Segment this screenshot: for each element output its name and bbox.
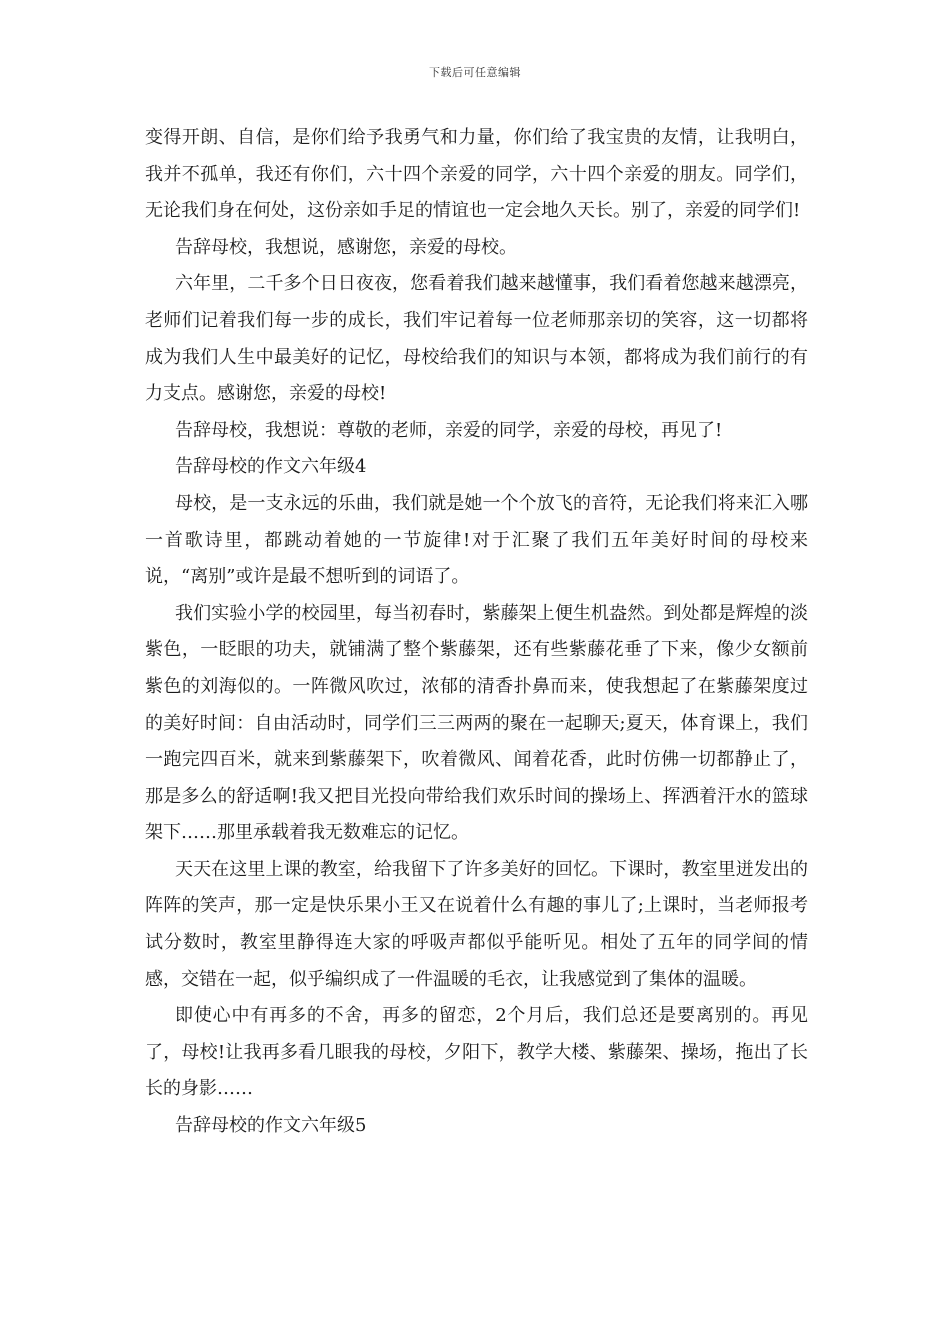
paragraph-4: 告辞母校，我想说：尊敬的老师，亲爱的同学，亲爱的母校，再见了! bbox=[175, 419, 723, 441]
section-heading-4: 告辞母校的作文六年级4 bbox=[175, 456, 367, 478]
paragraph-8: 天天在这里上课的教室，给我留下了许多美好的回忆。下课时，教室里迸发出的阵阵的笑声，那一定是快乐果小王又在说着什么有趣的事儿了;上课时，当老师报考试分数时，教室里静得连大家的呼吸声都似乎能听见。相处了五年的同学间的情感，交错在一起，似乎编织成了一件温暖的毛衣，让我感觉到了集体的温暖。 bbox=[145, 858, 808, 990]
paragraph-7: 我们实验小学的校园里，每当初春时，紫藤架上便生机盎然。到处都是辉煌的淡紫色，一眨眼的功夫，就铺满了整个紫藤架，还有些紫藤花垂了下来，像少女额前紫色的刘海似的。一阵微风吹过，浓郁的清香扑鼻而来，使我想起了在紫藤架度过的美好时间：自由活动时，同学们三三两两的聚在一起聊天;夏天，体育课上，我们一跑完四百米，就来到紫藤架下，吹着微风、闻着花香，此时仿佛一切都静止了，那是多么的舒适啊!我又把目光投向带给我们欢乐时间的操场上、挥洒着汗水的篮球架下……那里承载着我无数难忘的记忆。 bbox=[145, 602, 808, 844]
paragraph-6: 母校，是一支永远的乐曲，我们就是她一个个放飞的音符，无论我们将来汇入哪一首歌诗里，都跳动着她的一节旋律!对于汇聚了我们五年美好时间的母校来说，“离别”或许是最不想听到的词语了。 bbox=[145, 492, 808, 588]
paragraph-2: 告辞母校，我想说，感谢您，亲爱的母校。 bbox=[175, 236, 517, 258]
document-body bbox=[145, 120, 808, 1145]
section-heading-5: 告辞母校的作文六年级5 bbox=[175, 1115, 367, 1137]
paragraph-1: 变得开朗、自信，是你们给予我勇气和力量，你们给了我宝贵的友情，让我明白，我并不孤单，我还有你们，六十四个亲爱的同学，六十四个亲爱的朋友。同学们，无论我们身在何处，这份亲如手足的情谊也一定会地久天长。别了，亲爱的同学们! bbox=[145, 127, 808, 222]
page-header: 下载后可任意编辑 bbox=[429, 66, 521, 79]
paragraph-9: 即使心中有再多的不舍，再多的留恋，2个月后，我们总还是要离别的。再见了，母校!让我再多看几眼我的母校，夕阳下，教学大楼、紫藤架、操场，拖出了长长的身影…… bbox=[145, 1005, 808, 1100]
paragraph-3: 六年里，二千多个日日夜夜，您看着我们越来越懂事，我们看着您越来越漂亮，老师们记着我们每一步的成长，我们牢记着每一位老师那亲切的笑容，这一切都将成为我们人生中最美好的记忆，母校给我们的知识与本领，都将成为我们前行的有力支点。感谢您，亲爱的母校! bbox=[145, 273, 808, 405]
